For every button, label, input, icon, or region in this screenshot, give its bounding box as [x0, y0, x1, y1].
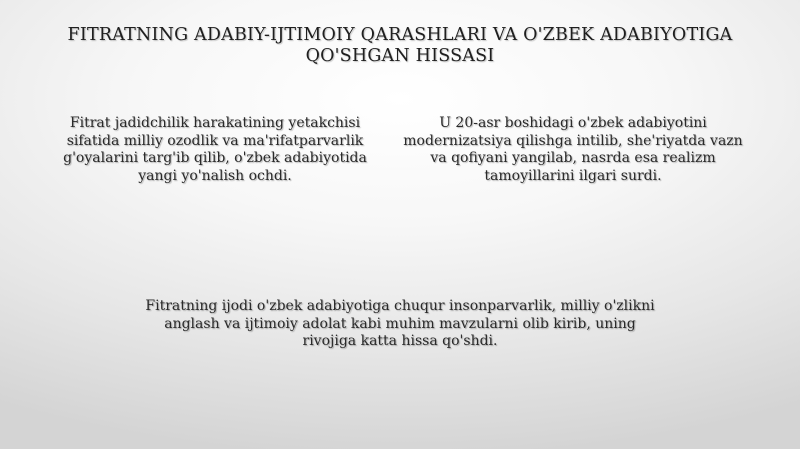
slide-title: FITRATNING ADABIY-IJTIMOIY QARASHLARI VA O'ZBEK ADABIYOTIGA QO'SHGAN HISSASI — [67, 25, 733, 66]
right-paragraph: U 20-asr boshidagi o'zbek adabiyotini modernizatsiya qilishga intilib, she'riyatda vazn va qofiyani yangilab, nasrda esa realizm tamoyillarini ilgari surdi. — [403, 115, 743, 184]
left-paragraph: Fitrat jadidchilik harakatining yetakchisi sifatida milliy ozodlik va ma'rifatparvarlik g'oyalarini targ'ib qilib, o'zbek adabiyotida yangi yo'nalish ochdi. — [63, 115, 367, 184]
bottom-paragraph: Fitratning ijodi o'zbek adabiyotiga chuqur insonparvarlik, milliy o'zlikni anglash va ijtimoiy adolat kabi muhim mavzularni olib kirib, uning rivojiga katta hissa qo'shdi. — [145, 298, 655, 349]
